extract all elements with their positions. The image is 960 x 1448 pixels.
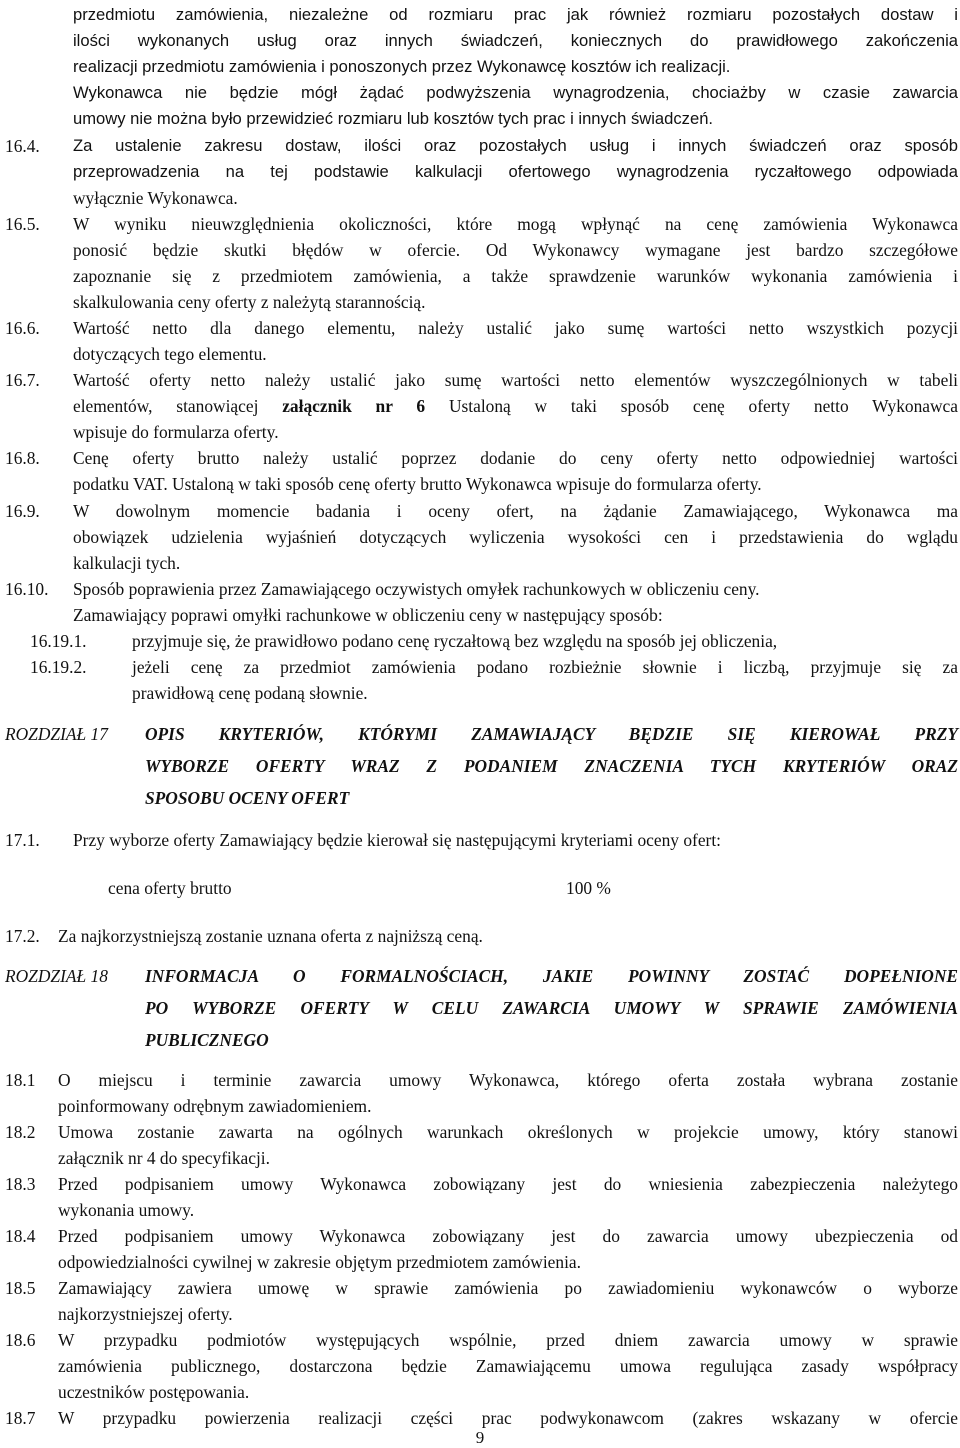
subparagraph-line: prawidłową cenę podaną słownie.	[132, 683, 368, 703]
paragraph-line: W dowolnym momencie badania i oceny ofert, na żądanie Zamawiającego, Wykonawca ma	[73, 501, 958, 521]
paragraph-line: przeprowadzenia na tej podstawie kalkulacji ofertowego wynagrodzenia ryczałtowego odpowiada	[73, 162, 958, 181]
chapter-title-line: PUBLICZNEGO	[145, 1030, 269, 1050]
paragraph-number: 16.7.	[5, 370, 40, 390]
paragraph-line: Za najkorzystniejszą zostanie uznana oferta z najniższą ceną.	[58, 926, 483, 946]
paragraph-line: uczestników postępowania.	[58, 1382, 250, 1402]
paragraph-number: 18.5	[5, 1278, 36, 1298]
intro-line: realizacji przedmiotu zamówienia i ponoszonych przez Wykonawcę kosztów ich realizacji.	[73, 57, 731, 76]
chapter-title-line: PO WYBORZE OFERTY W CELU ZAWARCIA UMOWY W SPRAWIE ZAMÓWIENIA	[145, 998, 958, 1018]
paragraph-line-with-bold	[73, 395, 958, 417]
paragraph-number: 17.1.	[5, 830, 40, 850]
paragraph-line: Przed podpisaniem umowy Wykonawca zobowiązany jest do wniesienia zabezpieczenia należytego	[58, 1174, 958, 1194]
paragraph-line: ponosić będzie skutki błędów w ofercie. Od Wykonawcy wymagane jest bardzo szczegółowe	[73, 240, 958, 260]
paragraph-line: skalkulowania ceny oferty z należytą starannością.	[73, 292, 426, 312]
paragraph-line: Przy wyborze oferty Zamawiający będzie kierował się następującymi kryteriami oceny ofert:	[73, 830, 722, 850]
subparagraph-line: przyjmuje się, że prawidłowo podano cenę ryczałtową bez względu na sposób jej obliczenia,	[132, 631, 778, 651]
subparagraph-number: 16.19.2.	[30, 657, 87, 677]
paragraph-text: elementów, stanowiącej	[73, 396, 283, 416]
paragraph-line: wpisuje do formularza oferty.	[73, 422, 279, 442]
paragraph-number: 18.7	[5, 1408, 36, 1428]
paragraph-number: 16.5.	[5, 214, 40, 234]
paragraph-line: Wartość oferty netto należy ustalić jako sumę wartości netto elementów wyszczególnionych w tabeli	[73, 370, 958, 390]
paragraph-line: kalkulacji tych.	[73, 553, 181, 573]
chapter-title-line: INFORMACJA O FORMALNOŚCIACH, JAKIE POWINNY ZOSTAĆ DOPEŁNIONE	[145, 966, 958, 986]
subparagraph-number: 16.19.1.	[30, 631, 87, 651]
paragraph-line: obowiązek udzielenia wyjaśnień dotyczących wyliczenia wysokości cen i przedstawienia do wglądu	[73, 527, 958, 547]
paragraph-line: Zamawiający zawiera umowę w sprawie zamówienia po zawiadomieniu wykonawców o wyborze	[58, 1278, 958, 1298]
paragraph-number: 17.2.	[5, 926, 40, 946]
paragraph-line: poinformowany odrębnym zawiadomieniem.	[58, 1096, 372, 1116]
paragraph-number: 18.6	[5, 1330, 36, 1350]
paragraph-line: W przypadku podmiotów występujących wspólnie, przed dniem zawarcia umowy w sprawie	[58, 1330, 958, 1350]
paragraph-line: Za ustalenie zakresu dostaw, ilości oraz pozostałych usług i innych świadczeń oraz sposób	[73, 136, 958, 155]
paragraph-line: wykonania umowy.	[58, 1200, 195, 1220]
paragraph-number: 16.10.	[5, 579, 49, 599]
paragraph-line: W przypadku powierzenia realizacji części prac podwykonawcom (zakres wskazany w ofercie	[58, 1408, 958, 1428]
paragraph-line: Sposób poprawienia przez Zamawiającego oczywistych omyłek rachunkowych w obliczeniu ceny.	[73, 579, 760, 599]
chapter-title-line: WYBORZE OFERTY WRAZ Z PODANIEM ZNACZENIA TYCH KRYTERIÓW ORAZ	[145, 756, 958, 776]
attachment-reference: załącznik nr 6	[282, 396, 426, 416]
page-number: 9	[475, 1428, 485, 1447]
chapter-title-line: SPOSOBU OCENY OFERT	[145, 788, 350, 808]
paragraph-line: najkorzystniejszej oferty.	[58, 1304, 233, 1324]
paragraph-number: 18.3	[5, 1174, 36, 1194]
paragraph-line: podatku VAT. Ustaloną w taki sposób cenę oferty brutto Wykonawca wpisuje do formularza oferty.	[73, 474, 762, 494]
paragraph-line: zamówienia publicznego, dostarczona będzie Zamawiającemu umowa regulująca zasady współpracy	[58, 1356, 958, 1376]
subparagraph-line: jeżeli cenę za przedmiot zamówienia podano rozbieżnie słownie i liczbą, przyjmuje się za	[132, 657, 958, 677]
paragraph-line: zapoznanie się z przedmiotem zamówienia, a także sprawdzenie warunków wykonania zamówienia i	[73, 266, 958, 286]
paragraph-line: odpowiedzialności cywilnej w zakresie objętym przedmiotem zamówienia.	[58, 1252, 581, 1272]
paragraph-line: Umowa zostanie zawarta na ogólnych warunkach określonych w projekcie umowy, który stanowi	[58, 1122, 958, 1142]
paragraph-line: Zamawiający poprawi omyłki rachunkowe w obliczeniu ceny w następujący sposób:	[73, 605, 663, 625]
paragraph-line: O miejscu i terminie zawarcia umowy Wykonawca, którego oferta została wybrana zostanie	[58, 1070, 958, 1090]
paragraph-line: wyłącznie Wykonawca.	[73, 188, 238, 208]
intro-line: ilości wykonanych usług oraz innych świadczeń, koniecznych do prawidłowego zakończenia	[73, 31, 958, 50]
intro-line: Wykonawca nie będzie mógł żądać podwyższenia wynagrodzenia, chociażby w czasie zawarcia	[73, 83, 958, 102]
paragraph-line: załącznik nr 4 do specyfikacji.	[58, 1148, 270, 1168]
paragraph-number: 18.4	[5, 1226, 36, 1246]
paragraph-number: 16.6.	[5, 318, 40, 338]
intro-line: przedmiotu zamówienia, niezależne od rozmiaru prac jak również rozmiaru pozostałych dostaw i	[73, 5, 958, 24]
chapter-title-line: OPIS KRYTERIÓW, KTÓRYMI ZAMAWIAJĄCY BĘDZIE SIĘ KIEROWAŁ PRZY	[145, 724, 958, 744]
chapter-label: ROZDZIAŁ 18	[5, 966, 108, 986]
chapter-label: ROZDZIAŁ 17	[5, 724, 108, 744]
paragraph-number: 16.4.	[5, 136, 40, 156]
paragraph-line: W wyniku nieuwzględnienia okoliczności, które mogą wpłynąć na cenę zamówienia Wykonawca	[73, 214, 958, 234]
criterion-name: cena oferty brutto	[108, 878, 232, 898]
paragraph-text: Ustaloną w taki sposób cenę oferty netto Wykonawca	[425, 396, 958, 416]
paragraph-number: 16.8.	[5, 448, 40, 468]
paragraph-number: 18.2	[5, 1122, 36, 1142]
paragraph-line: Przed podpisaniem umowy Wykonawca zobowiązany jest do zawarcia umowy ubezpieczenia od	[58, 1226, 958, 1246]
paragraph-number: 18.1	[5, 1070, 36, 1090]
paragraph-number: 16.9.	[5, 501, 40, 521]
intro-line: umowy nie można było przewidzieć rozmiaru lub kosztów tych prac i innych świadczeń.	[73, 109, 714, 128]
criterion-weight: 100 %	[566, 878, 611, 898]
paragraph-line: Cenę oferty brutto należy ustalić poprzez dodanie do ceny oferty netto odpowiedniej wartości	[73, 448, 958, 468]
paragraph-line: dotyczących tego elementu.	[73, 344, 267, 364]
paragraph-line: Wartość netto dla danego elementu, należy ustalić jako sumę wartości netto wszystkich pozycji	[73, 318, 958, 338]
